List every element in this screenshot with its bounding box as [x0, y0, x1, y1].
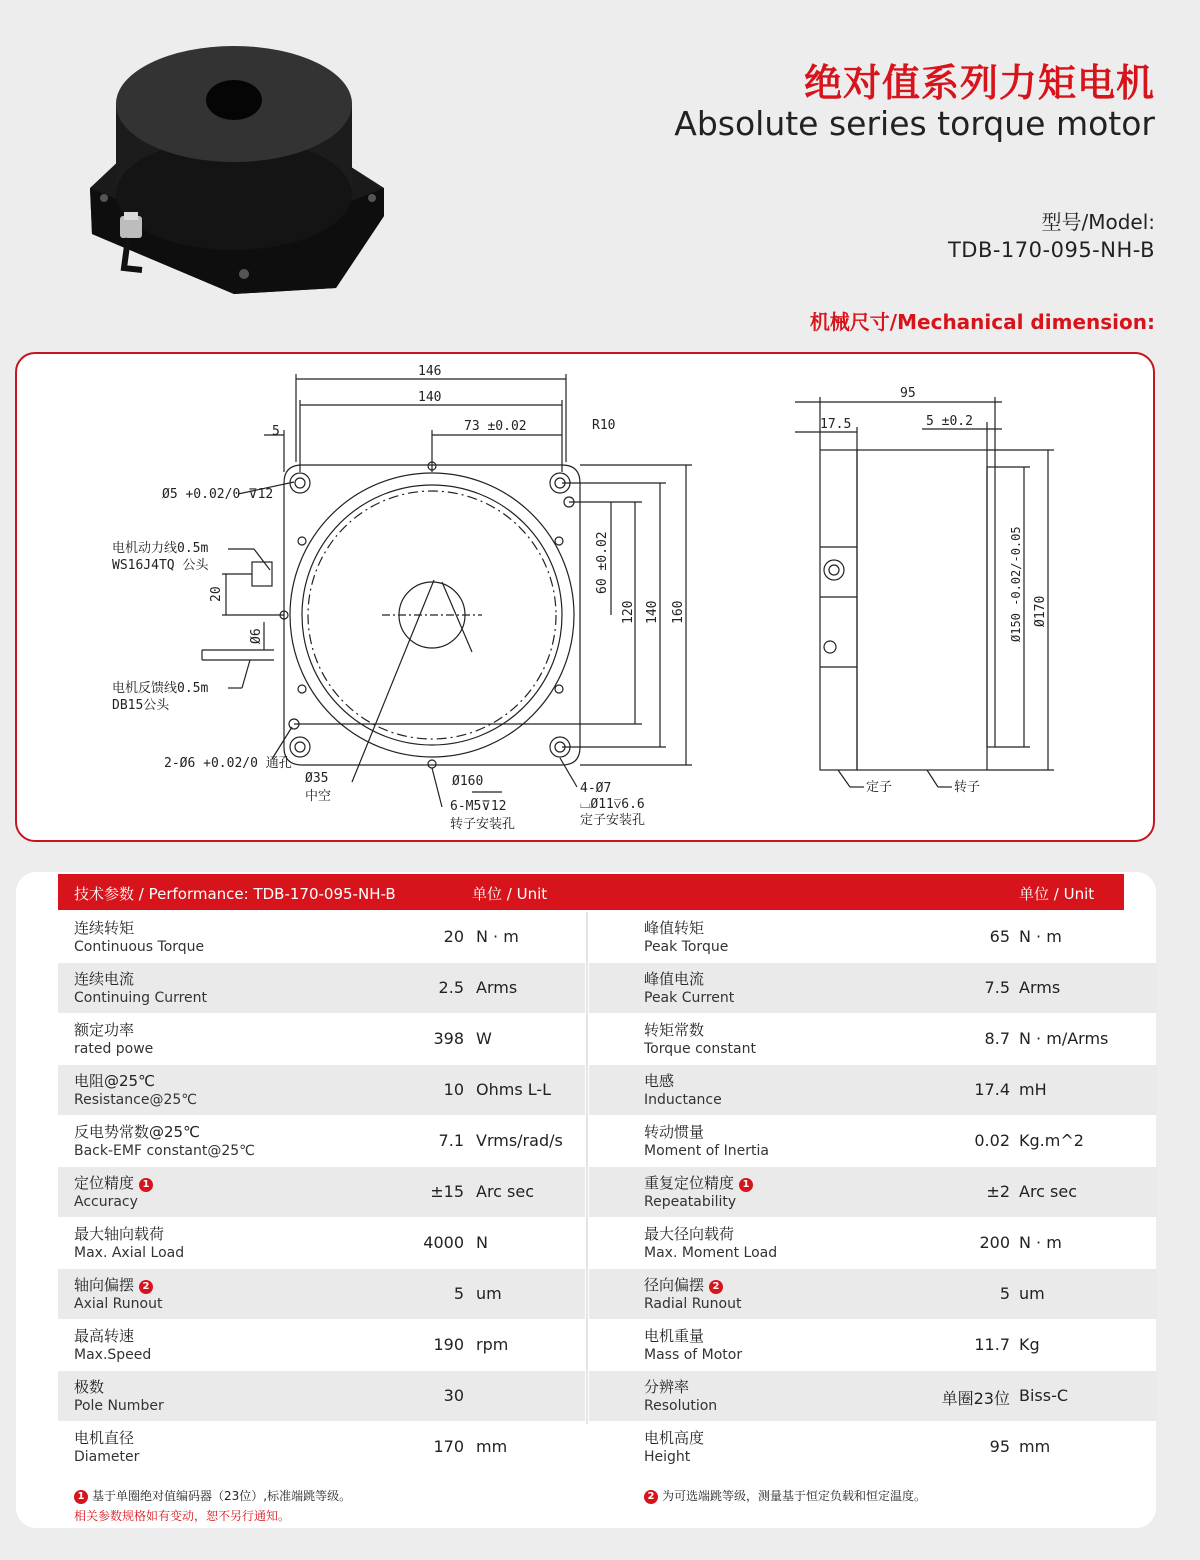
- param-name-cn: [74, 968, 134, 989]
- param-unit: W: [476, 1029, 492, 1048]
- param-name-en: Diameter: [74, 1449, 140, 1465]
- dim-5: 5: [272, 424, 280, 439]
- table-row: [58, 1167, 1158, 1217]
- param-name-cn: [644, 1427, 704, 1448]
- table-header-unit-right: 单位 / Unit: [1019, 885, 1095, 903]
- param-name-cn: [74, 1172, 153, 1193]
- param-name-cn: [74, 1070, 155, 1091]
- dim-17-5: 17.5: [820, 417, 852, 432]
- param-name-en: Mass of Motor: [644, 1347, 743, 1363]
- param-value: 4000: [423, 1233, 464, 1252]
- param-value: 2.5: [438, 978, 464, 997]
- dim-d170: Ø170: [1033, 595, 1048, 627]
- param-name-cn: [644, 1019, 704, 1040]
- param-unit: Ohms L-L: [476, 1080, 552, 1099]
- table-row: [58, 1116, 1158, 1166]
- param-name-en: Torque constant: [644, 1041, 756, 1057]
- table-row: [58, 1218, 1158, 1268]
- param-name-en: Max. Moment Load: [644, 1245, 778, 1261]
- note-badge: 2: [709, 1280, 723, 1294]
- param-unit: mH: [1019, 1080, 1047, 1099]
- param-value: 7.5: [984, 978, 1010, 997]
- param-name-cn: [644, 1121, 704, 1142]
- table-row: [58, 1065, 1158, 1115]
- param-name-cn: [644, 1376, 689, 1397]
- rotor-holes-label: 转子安装孔: [450, 817, 516, 832]
- table-header-unit-left: 单位 / Unit: [472, 885, 548, 903]
- hole-note: Ø5 +0.02/0 ⊽12: [162, 487, 274, 502]
- dim-20: 20: [209, 586, 224, 602]
- param-value: 30: [443, 1386, 464, 1405]
- rotor-holes-note: 6-M5⊽12: [450, 799, 507, 814]
- param-name-cn-text: 重复定位精度: [644, 1174, 735, 1192]
- dim-73: 73 ±0.02: [464, 419, 527, 434]
- param-name-en: Resolution: [644, 1398, 718, 1414]
- param-name-en: Moment of Inertia: [644, 1143, 769, 1159]
- param-unit: N · m/Arms: [1019, 1029, 1109, 1048]
- model-value: TDB-170-095-NH-B: [947, 238, 1155, 262]
- param-value: 5: [999, 1284, 1010, 1303]
- param-unit: um: [1019, 1284, 1045, 1303]
- page-title-en: Absolute series torque motor: [674, 104, 1155, 143]
- param-unit: um: [476, 1284, 502, 1303]
- param-name-en: rated powe: [74, 1041, 154, 1057]
- feedback-cable-label: 电机反馈线0.5m: [112, 681, 209, 696]
- param-value: 11.7: [974, 1335, 1010, 1354]
- param-name-cn: [644, 968, 704, 989]
- dim-d6: Ø6: [249, 628, 264, 644]
- param-name-cn-text: 峰值电流: [644, 970, 705, 988]
- notice-text: 相关参数规格如有变动，恕不另行通知。: [74, 1509, 291, 1523]
- param-name-cn-text: 径向偏摆: [644, 1276, 705, 1294]
- footnote-1: [74, 1487, 351, 1504]
- footnote-1-text: 基于单圈绝对值编码器（23位）,标准端跳等级。: [92, 1489, 352, 1503]
- table-row: [58, 912, 1158, 962]
- param-unit: Vrms/rad/s: [476, 1131, 563, 1150]
- param-name-en: Inductance: [644, 1092, 722, 1108]
- page-title-cn: 绝对值系列力矩电机: [803, 61, 1155, 105]
- param-name-cn: [74, 1325, 134, 1346]
- pcd-dim: Ø160: [452, 774, 484, 789]
- mechanical-dimension-title: 机械尺寸/Mechanical dimension:: [809, 310, 1155, 334]
- param-name-cn: [644, 1070, 674, 1091]
- dim-146: 146: [418, 364, 442, 379]
- param-value: 17.4: [974, 1080, 1010, 1099]
- param-name-en: Radial Runout: [644, 1296, 742, 1312]
- param-name-en: Axial Runout: [74, 1296, 163, 1312]
- param-name-cn: [644, 917, 704, 938]
- param-name-cn-text: 额定功率: [74, 1021, 135, 1039]
- footnote-1-badge: 1: [74, 1490, 88, 1504]
- dim-5-02: 5 ±0.2: [926, 414, 973, 429]
- param-name-en: Pole Number: [74, 1398, 164, 1414]
- param-name-cn-text: 连续电流: [74, 970, 135, 988]
- dim-140: 140: [418, 390, 442, 405]
- param-name-cn-text: 极数: [74, 1378, 105, 1396]
- param-name-cn: [644, 1172, 753, 1193]
- param-name-en: Accuracy: [74, 1194, 138, 1210]
- param-unit: N: [476, 1233, 488, 1252]
- bore-label: 中空: [305, 789, 332, 804]
- note-badge: 2: [139, 1280, 153, 1294]
- param-name-en: Peak Torque: [644, 939, 729, 955]
- param-unit: Arms: [476, 978, 518, 997]
- param-value: 65: [989, 927, 1010, 946]
- dim-160: 160: [671, 600, 686, 624]
- table-row: [58, 1320, 1158, 1370]
- mechanical-drawing-panel: [15, 352, 1155, 842]
- performance-table-header: [58, 874, 1124, 910]
- param-name-en: Height: [644, 1449, 691, 1465]
- param-value: 0.02: [974, 1131, 1010, 1150]
- param-unit: N · m: [476, 927, 519, 946]
- param-name-en: Repeatability: [644, 1194, 737, 1210]
- param-name-en: Max.Speed: [74, 1347, 152, 1363]
- param-name-cn: [74, 1019, 134, 1040]
- param-value: 单圈23位: [941, 1389, 1010, 1408]
- param-name-cn: [74, 1121, 200, 1142]
- feedback-connector-label: DB15公头: [112, 698, 170, 713]
- stator-holes-note: 4-Ø7: [580, 781, 612, 796]
- param-name-cn: [74, 1223, 164, 1244]
- param-name-cn-text: 电感: [644, 1072, 675, 1090]
- param-name-cn-text: 连续转矩: [74, 919, 135, 937]
- note-badge: 1: [139, 1178, 153, 1192]
- dim-d150: Ø150 -0.02/-0.05: [1009, 526, 1023, 642]
- param-value: 200: [979, 1233, 1010, 1252]
- param-unit: Kg.m^2: [1019, 1131, 1084, 1150]
- table-row: [58, 1371, 1158, 1421]
- param-unit: mm: [476, 1437, 508, 1456]
- stator-holes-label: 定子安装孔: [580, 813, 646, 828]
- param-value: 398: [433, 1029, 464, 1048]
- dim-140-vertical: 140: [645, 600, 660, 624]
- param-name-en: Peak Current: [644, 990, 735, 1006]
- power-connector-label: WS16J4TQ 公头: [112, 558, 209, 573]
- param-unit: Arc sec: [476, 1182, 535, 1201]
- param-name-cn-text: 最高转速: [74, 1327, 135, 1345]
- param-name-cn-text: 电机高度: [644, 1429, 705, 1447]
- dim-120: 120: [621, 600, 636, 624]
- param-name-en: Back-EMF constant@25℃: [74, 1143, 255, 1159]
- table-row: [58, 1269, 1158, 1319]
- model-label: 型号/Model:: [1041, 210, 1155, 234]
- table-row: [58, 1014, 1158, 1064]
- rotor-label: 转子: [954, 780, 981, 795]
- footnote-2: [644, 1487, 926, 1504]
- param-name-cn: [74, 1274, 153, 1295]
- param-unit: Kg: [1019, 1335, 1040, 1354]
- param-value: 8.7: [984, 1029, 1010, 1048]
- param-name-cn-text: 电阻@25℃: [74, 1072, 155, 1090]
- table-row: [58, 1422, 1158, 1472]
- param-unit: Biss-C: [1019, 1386, 1069, 1405]
- param-name-en: Continuing Current: [74, 990, 208, 1006]
- param-value: 20: [443, 927, 464, 946]
- param-name-cn: [74, 1376, 104, 1397]
- param-name-en: Resistance@25℃: [74, 1092, 197, 1108]
- stator-label: 定子: [866, 780, 893, 795]
- param-value: 7.1: [438, 1131, 464, 1150]
- param-name-cn-text: 最大径向载荷: [644, 1225, 735, 1243]
- param-name-cn: [644, 1223, 734, 1244]
- param-name-cn-text: 轴向偏摆: [74, 1276, 135, 1294]
- param-unit: N · m: [1019, 927, 1062, 946]
- param-value: 10: [443, 1080, 464, 1099]
- bore-dim: Ø35: [305, 771, 329, 786]
- param-name-cn-text: 电机重量: [644, 1327, 705, 1345]
- table-header-title: 技术参数 / Performance: TDB-170-095-NH-B: [74, 885, 396, 903]
- param-value: 190: [433, 1335, 464, 1354]
- param-name-cn-text: 峰值转矩: [644, 919, 705, 937]
- param-name-cn-text: 电机直径: [74, 1429, 135, 1447]
- dim-95: 95: [900, 386, 916, 401]
- mechanical-drawing: [17, 354, 1153, 840]
- param-value: 95: [989, 1437, 1010, 1456]
- param-name-cn: [74, 1427, 134, 1448]
- param-name-cn: [74, 917, 134, 938]
- param-name-cn-text: 分辨率: [644, 1378, 690, 1396]
- footnote-2-text: 为可选端跳等级，测量基于恒定负载和恒定温度。: [662, 1489, 927, 1503]
- param-name-en: Continuous Torque: [74, 939, 205, 955]
- motor-product-image: [84, 38, 394, 298]
- pin-hole-note: 2-Ø6 +0.02/0 通孔: [164, 756, 292, 771]
- param-value: 5: [453, 1284, 464, 1303]
- power-cable-label: 电机动力线0.5m: [112, 541, 209, 556]
- param-unit: mm: [1019, 1437, 1051, 1456]
- param-value: ±2: [986, 1182, 1010, 1201]
- param-name-cn-text: 最大轴向载荷: [74, 1225, 165, 1243]
- param-unit: N · m: [1019, 1233, 1062, 1252]
- stator-counterbore-note: ⌴Ø11⊽6.6: [580, 797, 645, 812]
- param-name-cn: [644, 1274, 723, 1295]
- dim-60: 60 ±0.02: [595, 531, 610, 594]
- note-badge: 1: [739, 1178, 753, 1192]
- param-unit: Arc sec: [1019, 1182, 1078, 1201]
- param-name-cn-text: 转矩常数: [644, 1021, 705, 1039]
- table-row: [58, 963, 1158, 1013]
- param-unit: rpm: [476, 1335, 509, 1354]
- param-name-en: Max. Axial Load: [74, 1245, 185, 1261]
- param-name-cn: [644, 1325, 704, 1346]
- param-unit: Arms: [1019, 978, 1061, 997]
- param-value: ±15: [430, 1182, 464, 1201]
- param-name-cn-text: 反电势常数@25℃: [74, 1123, 200, 1141]
- param-name-cn-text: 转动惯量: [644, 1123, 705, 1141]
- param-name-cn-text: 定位精度: [74, 1174, 135, 1192]
- footnote-2-badge: 2: [644, 1490, 658, 1504]
- dim-r10: R10: [592, 418, 616, 433]
- param-value: 170: [433, 1437, 464, 1456]
